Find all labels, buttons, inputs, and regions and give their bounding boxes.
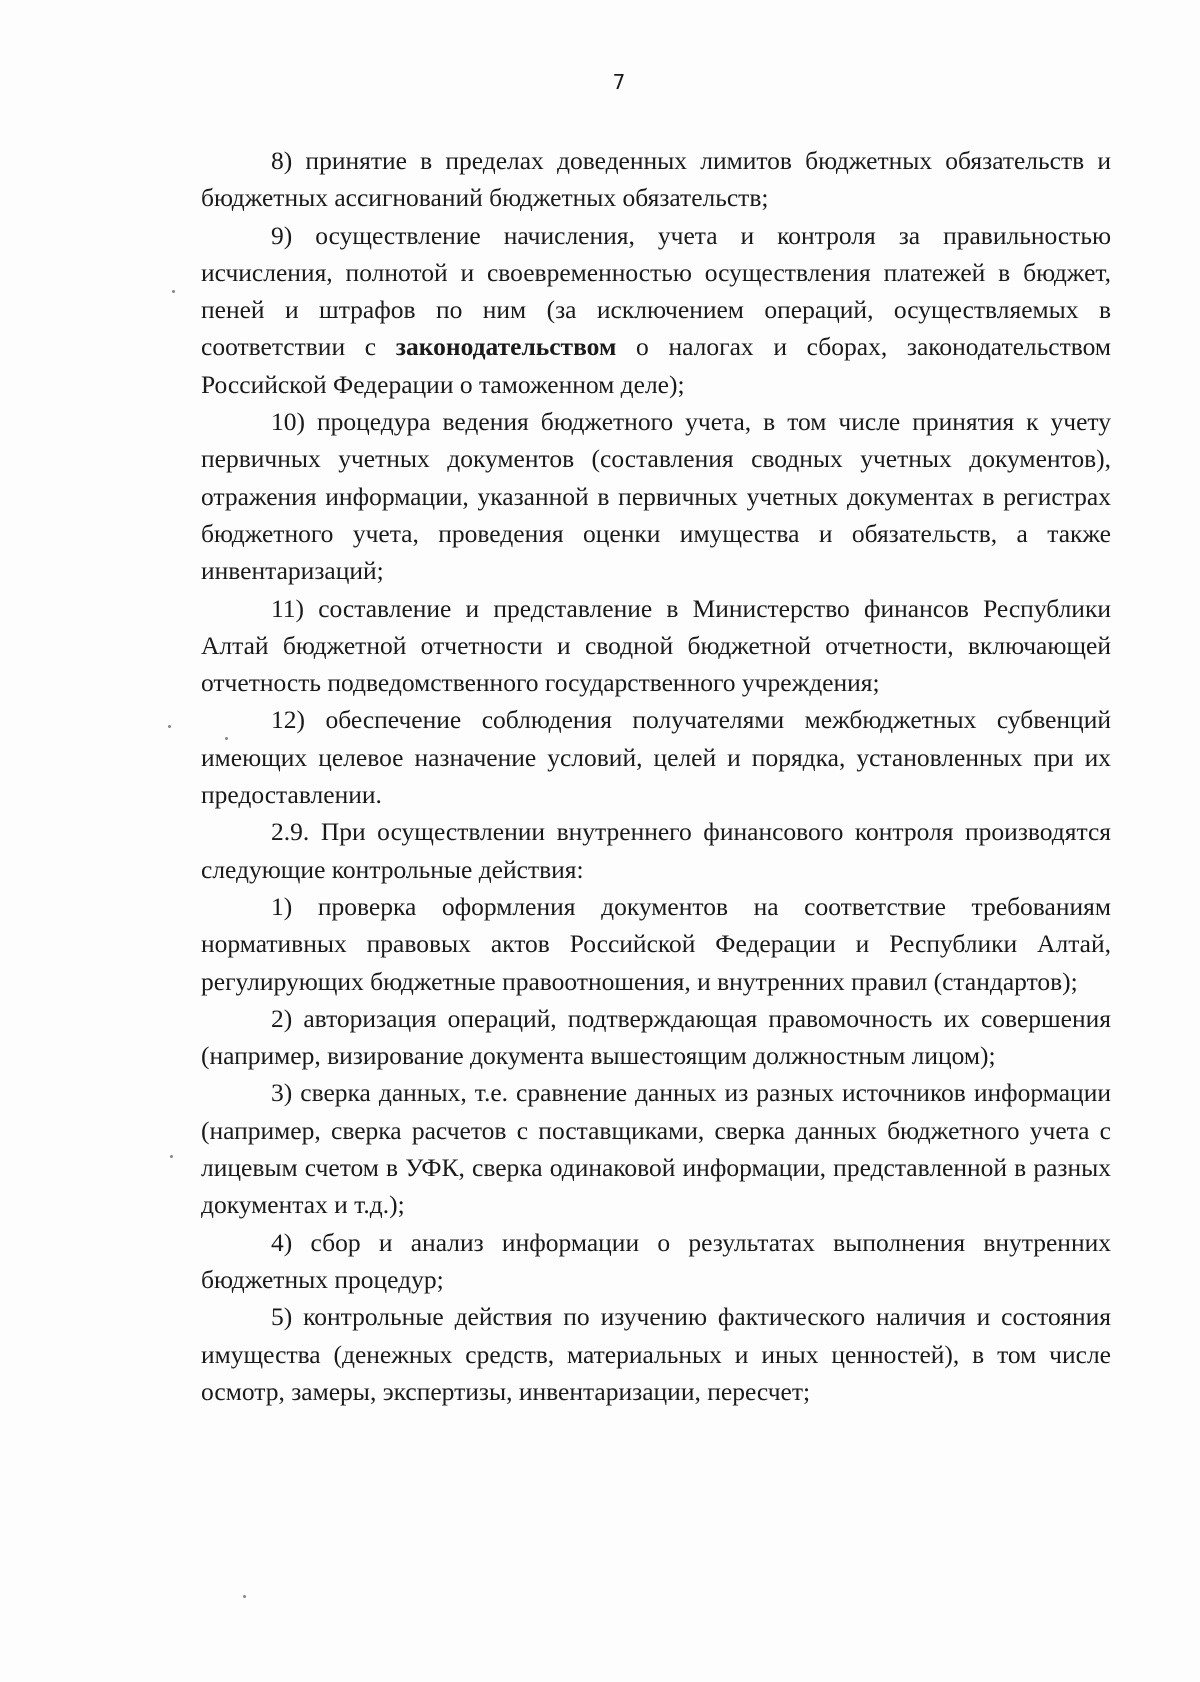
paragraph-item-9 <box>201 217 1111 403</box>
paragraph-action-4: 4) сбор и анализ информации о результатах выполнения внутренних бюджетных процедур; <box>201 1227 1111 1294</box>
paragraph-item-12: 12) обеспечение соблюдения получателями межбюджетных субвенций имеющих целевое назначение условий, целей и порядка, установленных при их предоставлении. <box>201 705 1111 810</box>
scan-speck <box>170 1155 173 1158</box>
paragraph-action-3: 3) сверка данных, т.е. сравнение данных из разных источников информации (например, сверка расчетов с поставщиками, сверка данных бюджетного учета с лицевым счетом в УФК, сверка одинаковой информации, представленной в разных документах и т.д.); <box>201 1078 1111 1220</box>
paragraph-item-9-text-after: о налогах и сборах, законодательством Российской Федерации о таможенном деле); <box>201 332 1111 399</box>
scan-speck <box>225 737 228 740</box>
paragraph-action-1: 1) проверка оформления документов на соответствие требованиям нормативных правовых актов Российской Федерации и Республики Алтай, регулирующих бюджетные правоотношения, и внутренних правил (стандартов); <box>201 891 1111 996</box>
paragraph-action-5: 5) контрольные действия по изучению фактического наличия и состояния имущества (денежных средств, материальных и иных ценностей), в том числе осмотр, замеры, экспертизы, инвентаризации, пересчет; <box>201 1302 1111 1406</box>
document-body <box>201 142 1111 1410</box>
paragraph-action-2: 2) авторизация операций, подтверждающая правомочность их совершения (например, визирование документа вышестоящим должностным лицом); <box>201 1003 1111 1071</box>
paragraph-section-2-9: 2.9. При осуществлении внутреннего финансового контроля производятся следующие контрольные действия: <box>201 817 1111 884</box>
paragraph-item-9-bold-term: законодательством <box>395 332 617 362</box>
paragraph-item-8: 8) принятие в пределах доведенных лимитов бюджетных обязательств и бюджетных ассигнований бюджетных обязательств; <box>201 146 1111 213</box>
scan-speck <box>172 290 175 293</box>
scan-speck <box>168 725 171 728</box>
paragraph-item-9-text-before: 9) осуществление начисления, учета и контроля за правильностью исчисления, полнотой и своевременностью осуществления платежей в бюджет, пеней и штрафов по ним (за исключением операций, осуществляемых в соответствии с <box>201 220 1111 362</box>
paragraph-item-10: 10) процедура ведения бюджетного учета, в том числе принятия к учету первичных учетных документов (составления сводных учетных документов), отражения информации, указанной в первичных учетных документах в регистрах бюджетного учета, проведения оценки имущества и обязательств, а также инвентаризаций; <box>201 407 1111 586</box>
page-number: 7 <box>612 70 626 94</box>
paragraph-item-11: 11) составление и представление в Министерство финансов Республики Алтай бюджетной отчетности и сводной бюджетной отчетности, включающей отчетность подведомственного государственного учреждения; <box>201 593 1111 698</box>
scan-speck <box>243 1595 246 1598</box>
